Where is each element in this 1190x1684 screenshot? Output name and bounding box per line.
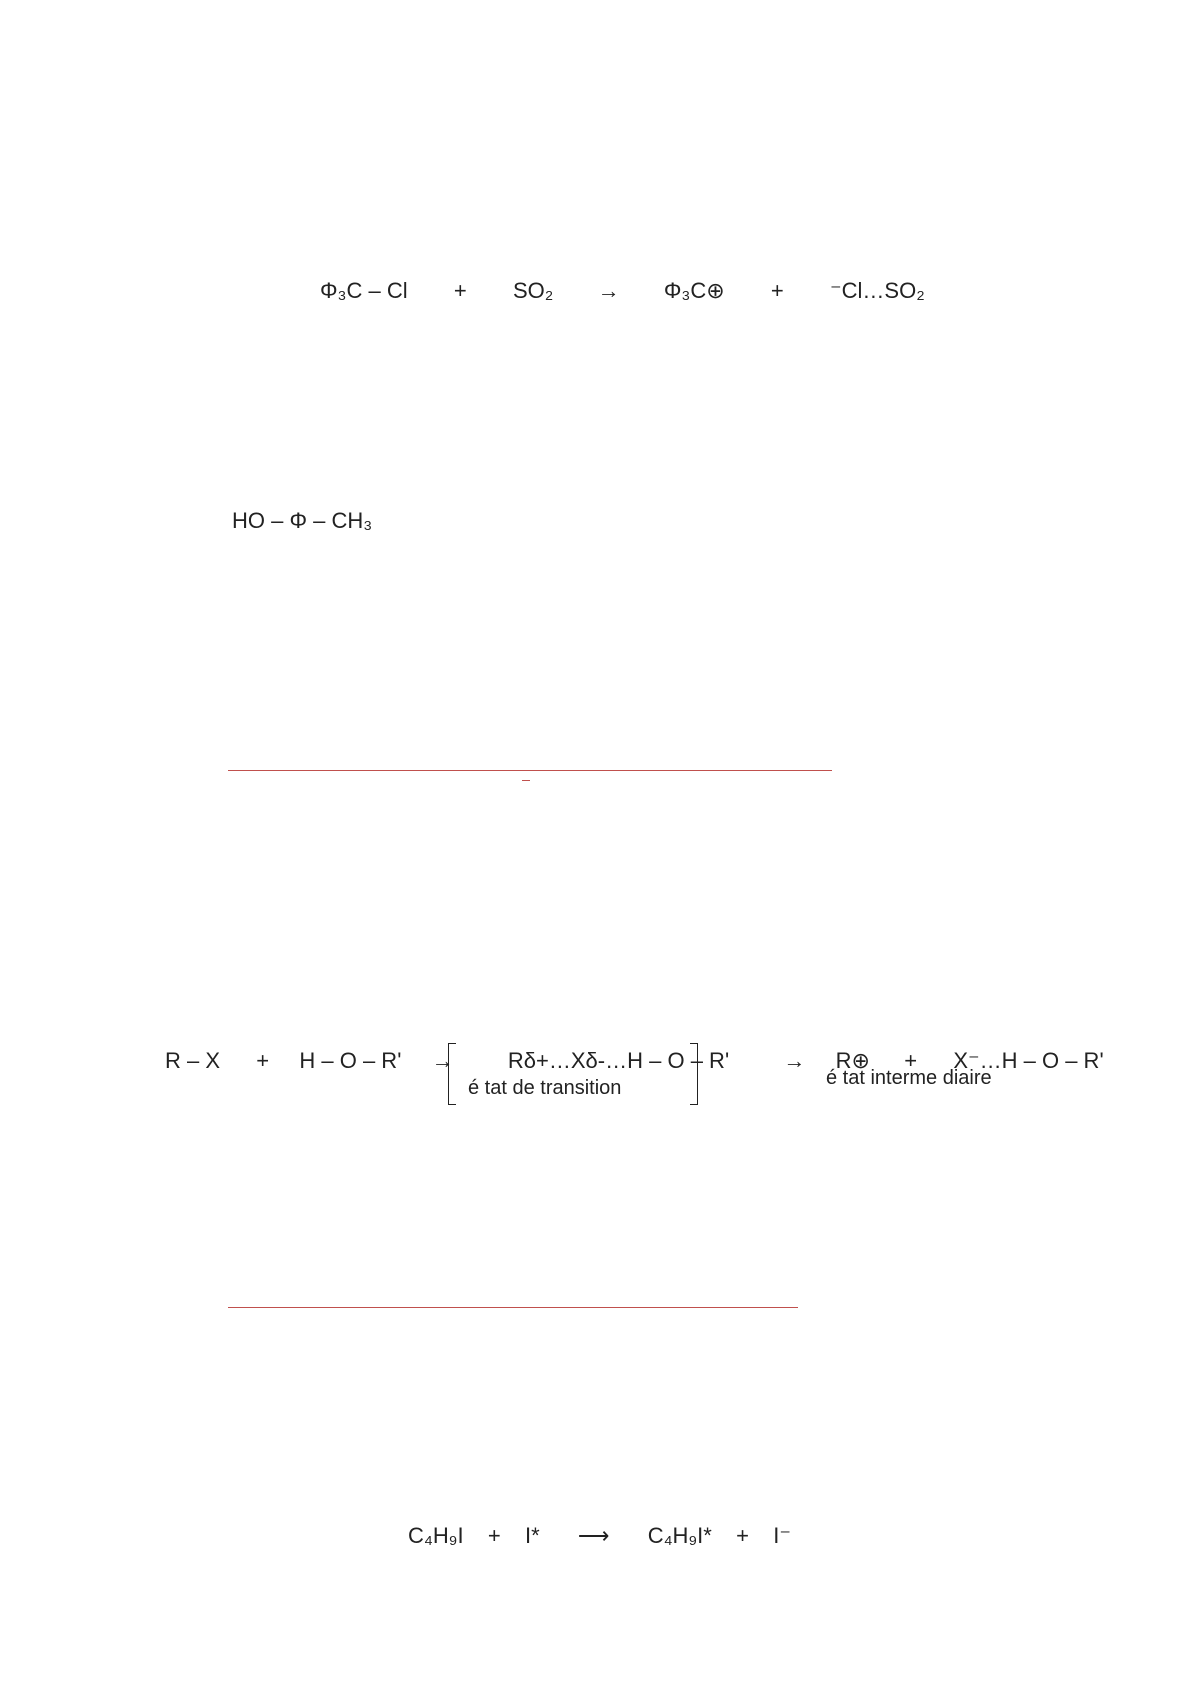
radioiodine: I* (524, 1523, 540, 1548)
equation-1 (320, 280, 925, 302)
iodide-ion: I⁻ (773, 1523, 791, 1548)
right-bracket (690, 1043, 698, 1105)
labeled-butyl-iodide: C₄H₉I* (647, 1523, 712, 1548)
transition-state-caption: é tat de transition (468, 1077, 622, 1099)
trityl-chloride: Φ₃C – Cl (320, 278, 408, 303)
reaction-arrow: ⟶ (577, 1523, 610, 1548)
solvated-anion: X⁻…H – O – R' (953, 1048, 1104, 1073)
chloride-so2-complex: ⁻Cl…SO₂ (830, 278, 925, 303)
plus-sign: + (736, 1523, 749, 1548)
trityl-cation: Φ₃C⊕ (663, 278, 725, 303)
cresol-text: HO – Φ – CH₃ (232, 508, 373, 533)
transition-state: Rδ+…Xδ-…H – O – R' (507, 1048, 730, 1073)
butyl-iodide: C₄H₉I (408, 1523, 464, 1548)
divider-line (228, 1307, 798, 1308)
plus-sign: + (487, 1523, 501, 1548)
reaction-arrow: → (783, 1048, 806, 1073)
sulfur-dioxide: SO₂ (513, 278, 554, 303)
divider-tick (522, 780, 530, 781)
plus-sign: + (256, 1048, 270, 1073)
reaction-arrow: → (431, 1048, 454, 1073)
divider-line (228, 770, 832, 771)
protic-solvent: H – O – R' (299, 1048, 402, 1073)
plus-sign: + (453, 278, 467, 303)
equation-4 (408, 1525, 791, 1547)
plus-sign: + (904, 1048, 918, 1073)
plus-sign: + (770, 278, 784, 303)
carbocation: R⊕ (835, 1048, 870, 1073)
alkyl-halide: R – X (165, 1048, 221, 1073)
left-bracket (448, 1043, 456, 1105)
reaction-arrow: → (597, 278, 620, 303)
cresol-formula (232, 510, 372, 532)
intermediate-state-caption: é tat interme diaire (826, 1067, 992, 1089)
